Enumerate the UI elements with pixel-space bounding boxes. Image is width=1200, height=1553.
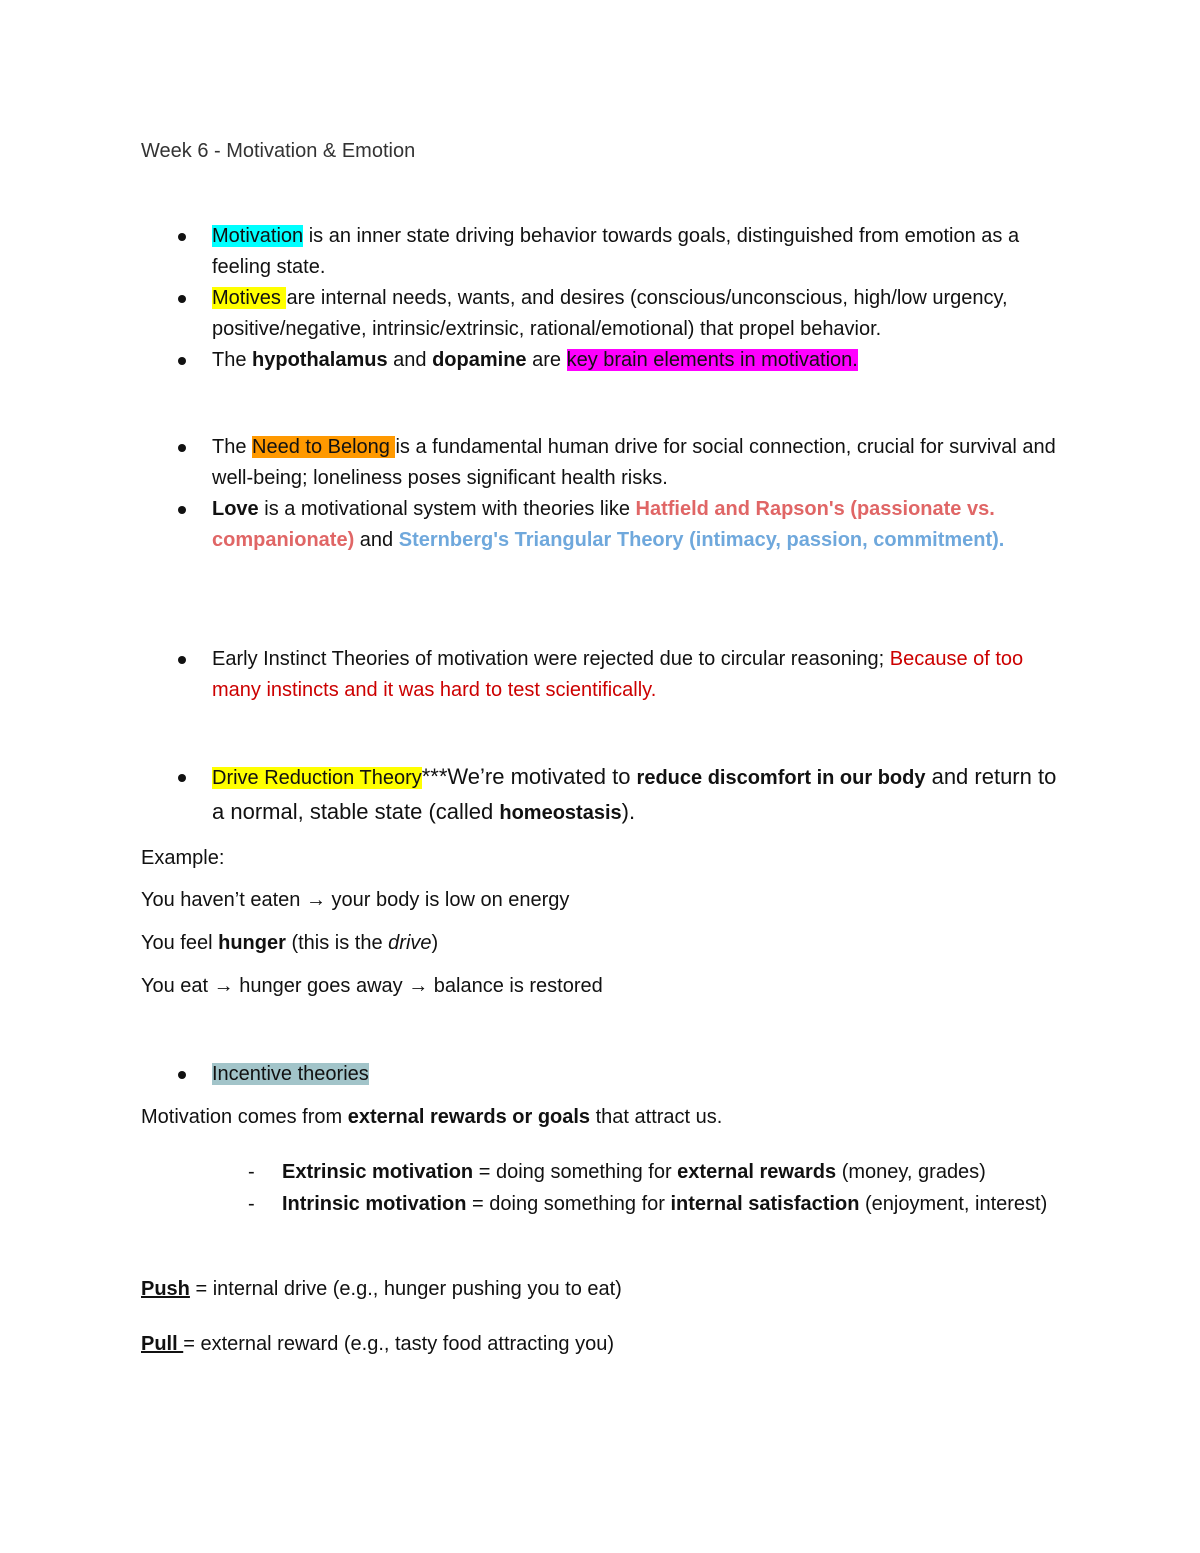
hunger-bold: hunger xyxy=(218,932,286,954)
push-line xyxy=(141,1274,622,1304)
external-rewards-term: external rewards xyxy=(677,1161,837,1183)
list-item-drive-reduction xyxy=(0,760,1200,830)
text: and xyxy=(387,349,433,371)
text: = doing something for xyxy=(473,1161,678,1183)
text: and xyxy=(354,529,399,551)
highlight-drive-reduction: Drive Reduction Theory xyxy=(212,767,422,789)
dash-list xyxy=(0,1156,1200,1220)
text: You feel xyxy=(141,932,219,954)
reduce-discomfort-bold: reduce discomfort in our body xyxy=(636,767,926,789)
bullet-list-2 xyxy=(0,432,1200,556)
text: are xyxy=(526,349,567,371)
list-item-motivation xyxy=(0,221,1200,283)
love-term: Love xyxy=(212,498,259,520)
dopamine-term: dopamine xyxy=(432,349,527,371)
bullet-list-5 xyxy=(0,1059,1200,1090)
sternberg-theory: Sternberg's Triangular Theory (intimacy, passion, commitment). xyxy=(398,529,1005,551)
external-rewards-bold: external rewards or goals xyxy=(347,1106,591,1128)
list-item-motives xyxy=(0,283,1200,345)
hatfield-rapson-theory: Hatfield and Rapson's (passionate vs. companionate) xyxy=(212,498,995,551)
bullet-list-3 xyxy=(0,644,1200,706)
list-item-brain-elements xyxy=(0,345,1200,376)
example-line-3: You eat → hunger goes away → balance is restored xyxy=(141,975,603,997)
text: that attract us. xyxy=(590,1106,723,1128)
example-line-2 xyxy=(141,928,438,958)
text: Motivation comes from xyxy=(141,1106,348,1128)
highlight-brain-elements: key brain elements in motivation. xyxy=(566,349,858,371)
text: The xyxy=(212,436,253,458)
text: = external reward (e.g., tasty food attracting you) xyxy=(183,1333,615,1355)
text: (money, grades) xyxy=(836,1161,986,1183)
list-item-need-to-belong xyxy=(0,432,1200,494)
pull-term: Pull xyxy=(141,1333,184,1355)
motives-definition: are internal needs, wants, and desires (conscious/unconscious, high/low urgency, positive/negative, intrinsic/extrinsic, rational/emotional) that propel behavior. xyxy=(212,287,1008,340)
pull-line xyxy=(141,1329,614,1359)
text: (enjoyment, interest) xyxy=(859,1193,1048,1215)
list-item-extrinsic xyxy=(0,1156,1200,1188)
example-label: Example: xyxy=(141,847,225,869)
hypothalamus-term: hypothalamus xyxy=(252,349,388,371)
bullet-list-1 xyxy=(0,221,1200,376)
highlight-motives: Motives xyxy=(212,287,287,309)
homeostasis-bold: homeostasis xyxy=(499,802,622,824)
extrinsic-term: Extrinsic motivation xyxy=(282,1161,474,1183)
drive-italic: drive xyxy=(388,932,432,954)
list-item-intrinsic xyxy=(0,1188,1200,1220)
highlight-motivation: Motivation xyxy=(212,225,304,247)
bullet-list-4 xyxy=(0,760,1200,830)
text: Early Instinct Theories of motivation were rejected due to circular reasoning; xyxy=(212,648,890,670)
text: = internal drive (e.g., hunger pushing you to eat) xyxy=(189,1278,622,1300)
text: is a motivational system with theories like xyxy=(258,498,636,520)
text: ). xyxy=(621,799,636,824)
page-title: Week 6 - Motivation & Emotion xyxy=(141,140,416,162)
motivation-definition: is an inner state driving behavior towards goals, distinguished from emotion as a feeling state. xyxy=(212,225,1020,278)
internal-satisfaction-term: internal satisfaction xyxy=(670,1193,860,1215)
list-item-love xyxy=(0,494,1200,556)
example-line-1: You haven’t eaten → your body is low on energy xyxy=(141,889,570,911)
push-term: Push xyxy=(141,1278,190,1300)
text: (this is the xyxy=(285,932,389,954)
highlight-need-to-belong: Need to Belong xyxy=(252,436,396,458)
incentive-description xyxy=(141,1102,722,1132)
text: ***We’re motivated to xyxy=(421,764,637,789)
text: and return to a normal, stable state (called xyxy=(212,764,1057,824)
highlight-incentive-theories: Incentive theories xyxy=(212,1063,369,1085)
need-to-belong-definition: is a fundamental human drive for social connection, crucial for survival and well-being; loneliness poses significant health risks. xyxy=(212,436,1056,489)
text: The xyxy=(212,349,253,371)
list-item-instinct-theories xyxy=(0,644,1200,706)
list-item-incentive-theories xyxy=(0,1059,1200,1090)
text: = doing something for xyxy=(466,1193,671,1215)
intrinsic-term: Intrinsic motivation xyxy=(282,1193,467,1215)
text: ) xyxy=(431,932,439,954)
instinct-rejection-reason: Because of too many instincts and it was hard to test scientifically. xyxy=(212,648,1024,701)
